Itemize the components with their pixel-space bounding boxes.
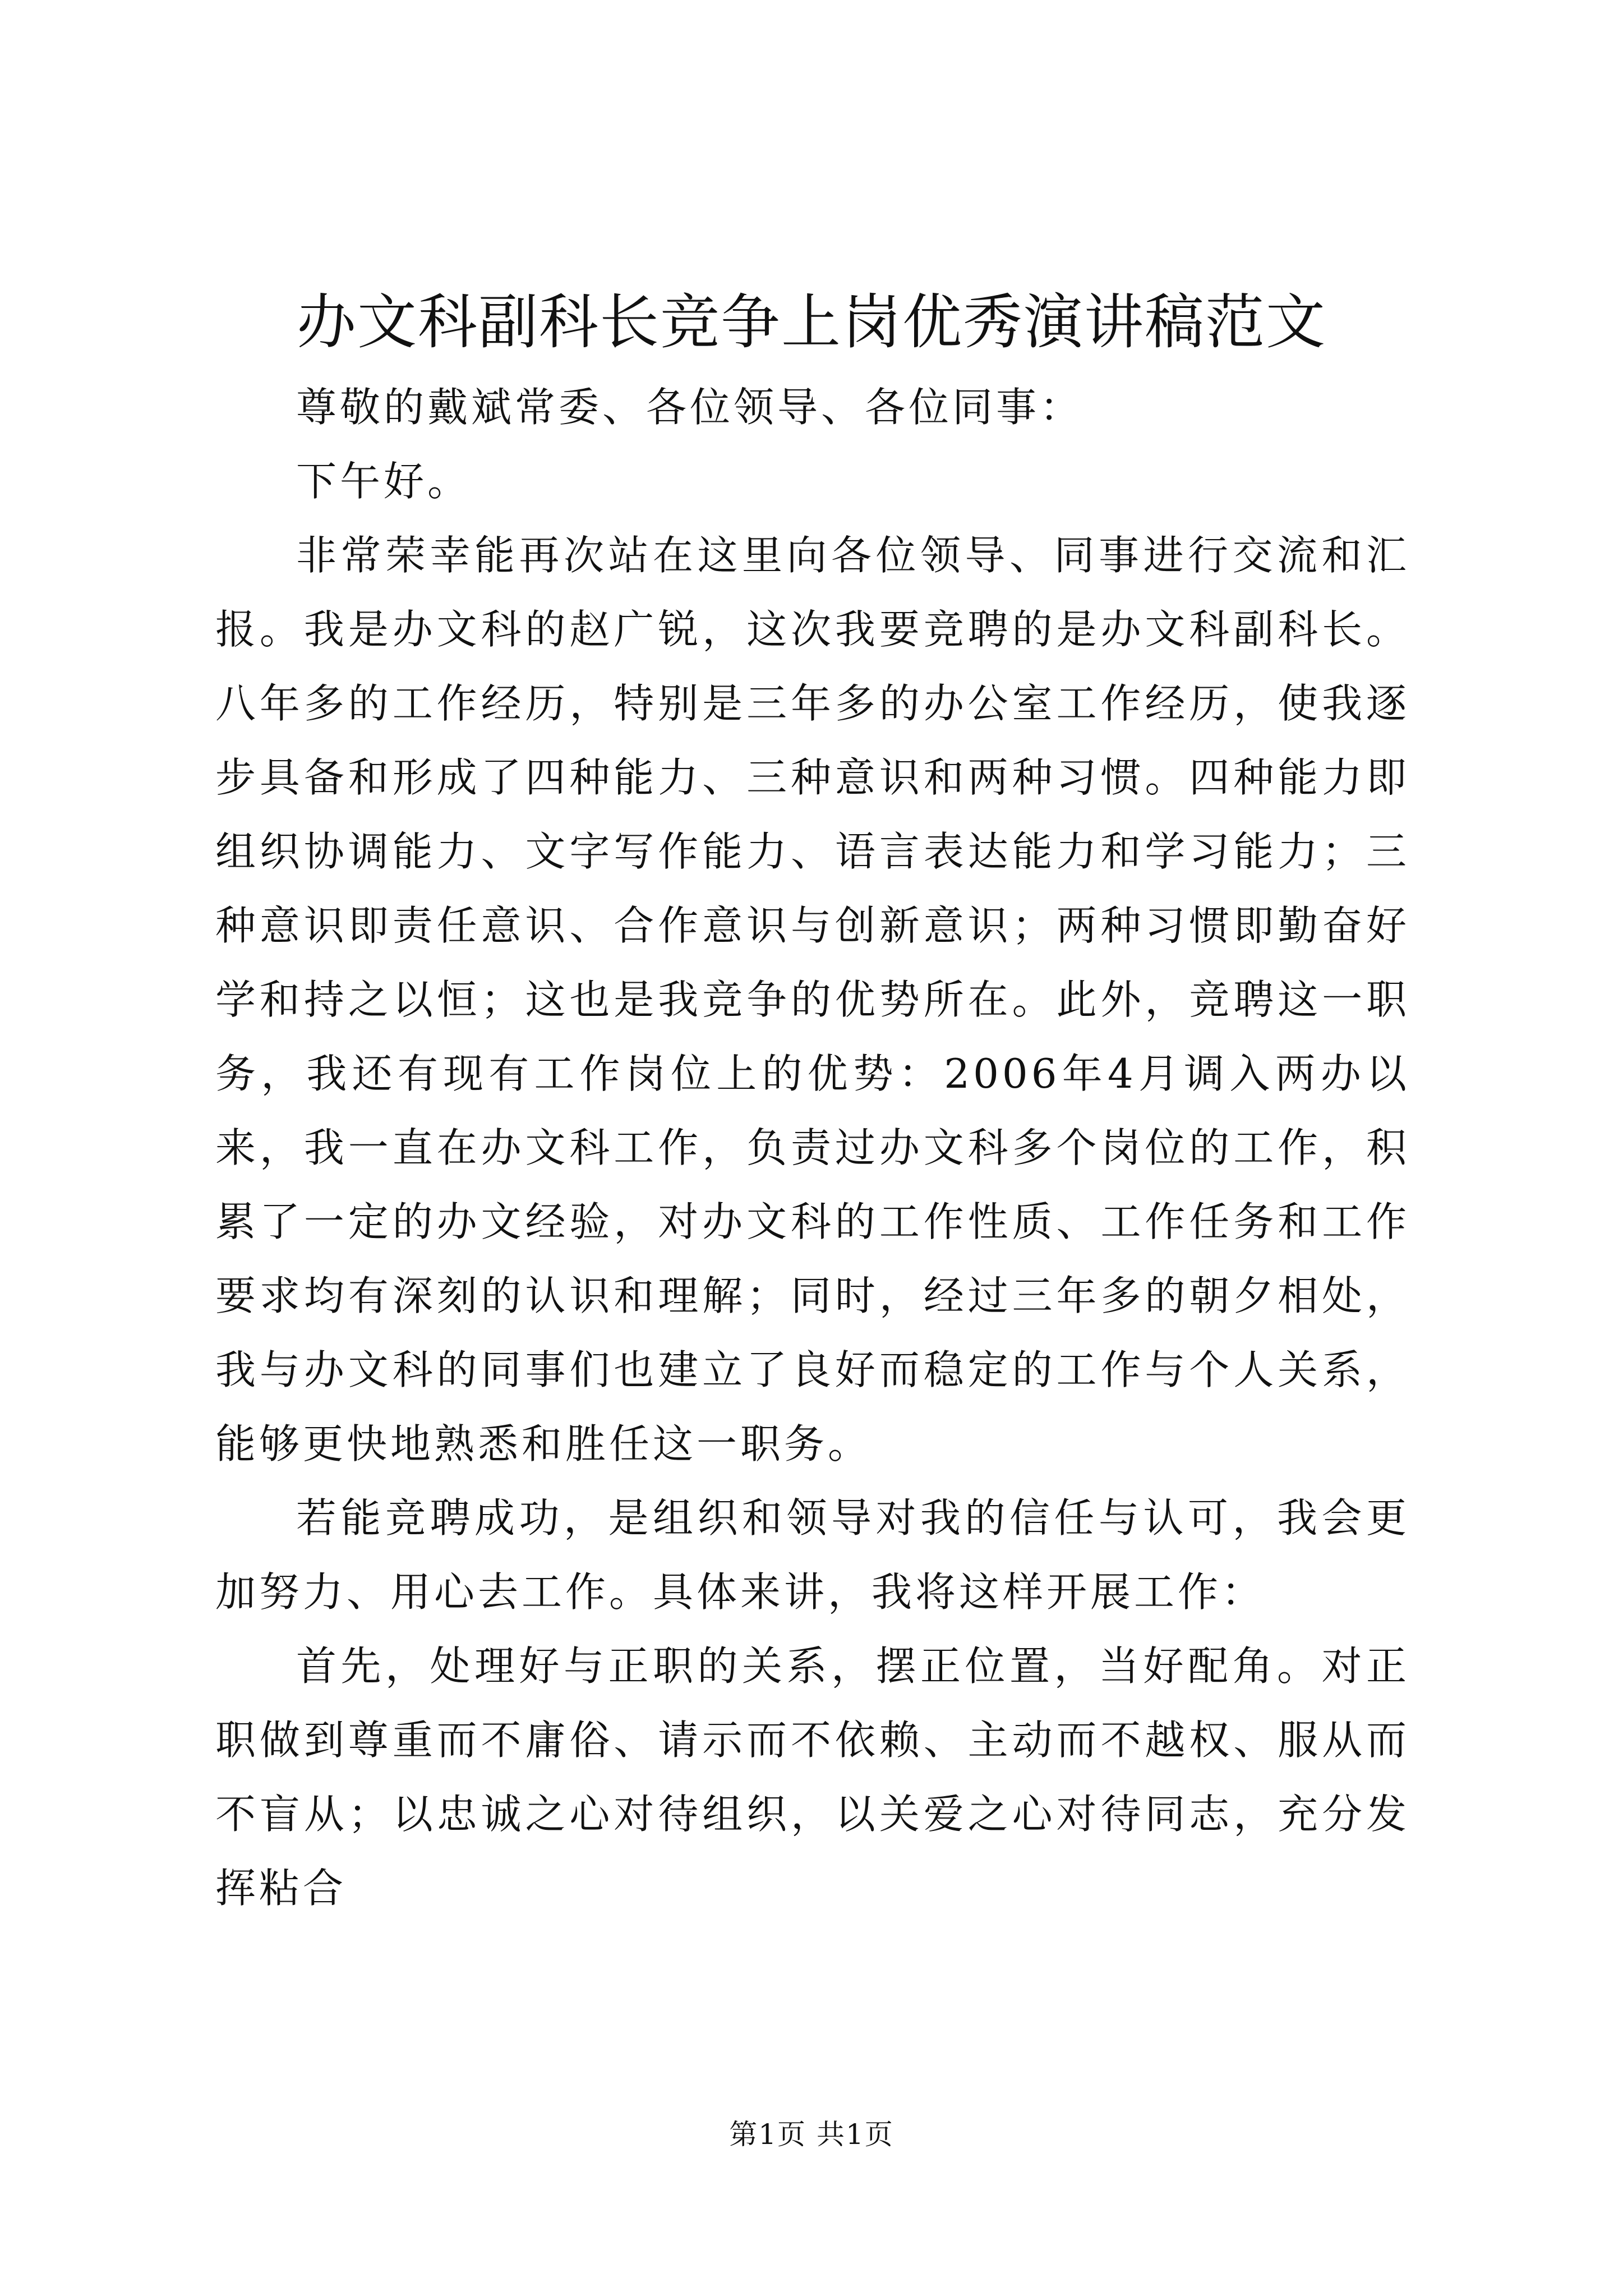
greeting-paragraph: 下午好。 <box>296 458 472 505</box>
page-footer: 第1页 共1页 <box>729 2118 894 2151</box>
introduction-paragraph: 非常荣幸能再次站在这里向各位领导、同事进行交流和汇报。我是办文科的赵广锐，这次我要竞聘的是办文科副科长。八年多的工作经历，特别是三年多的办公室工作经历，使我逐步具备和形成了四种能力、三种意识和两种习惯。四种能力即组织协调能力、文字写作能力、语言表达能力和学习能力；三种意识即责任意识、合作意识与创新意识；两种习惯即勤奋好学和持之以恒；这也是我竞争的优势所在。此外，竞聘这一职务，我还有现有工作岗位上的优势：2006年4月调入两办以来，我一直在办文科工作，负责过办文科多个岗位的工作，积累了一定的办文经验，对办文科的工作性质、工作任务和工作要求均有深刻的认识和理解；同时，经过三年多的朝夕相处，我与办文科的同事们也建立了良好而稳定的工作与个人关系，能够更快地熟悉和胜任这一职务。 <box>215 532 1410 1467</box>
commitment-paragraph: 若能竞聘成功，是组织和领导对我的信任与认可，我会更加努力、用心去工作。具体来讲，我将这样开展工作： <box>215 1494 1410 1616</box>
document-body <box>215 370 1410 1925</box>
salutation-paragraph: 尊敬的戴斌常委、各位领导、各位同事： <box>296 384 1084 431</box>
first-point-paragraph: 首先，处理好与正职的关系，摆正位置，当好配角。对正职做到尊重而不庸俗、请示而不依赖、主动而不越权、服从而不盲从；以忠诚之心对待组织，以关爱之心对待同志，充分发挥粘合 <box>215 1642 1410 1912</box>
document-title: 办文科副科长竞争上岗优秀演讲稿范文 <box>297 288 1326 357</box>
